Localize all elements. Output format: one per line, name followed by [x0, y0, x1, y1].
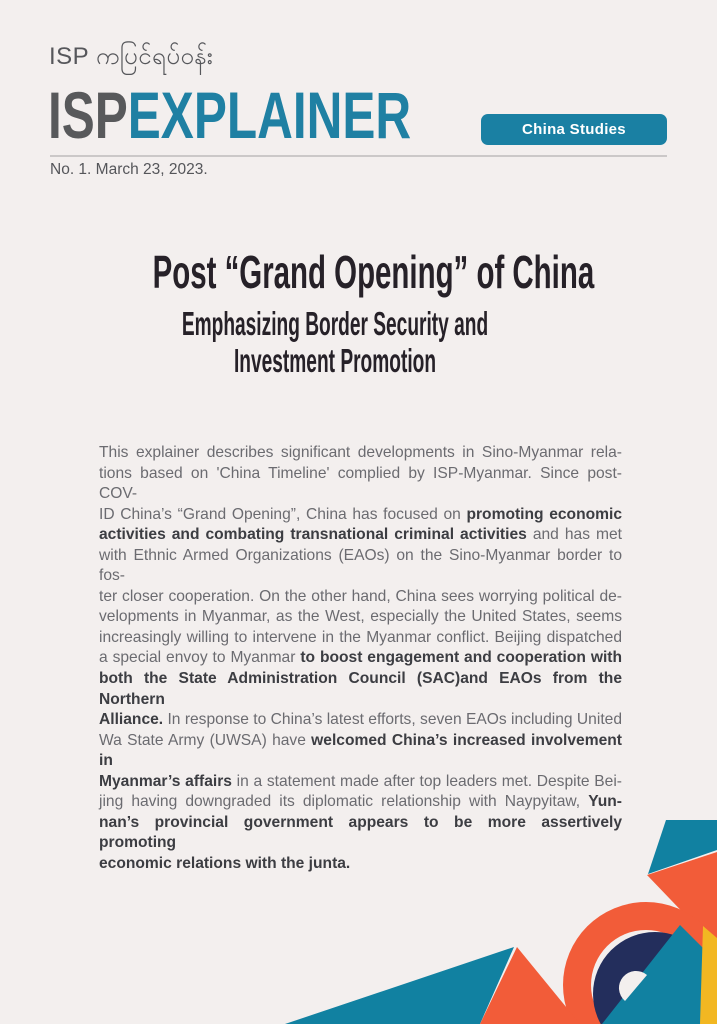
deco-white-wedge [619, 971, 647, 1001]
deco-teal-triangle-bottom-left [285, 947, 514, 1024]
body-line: ter closer cooperation. On the other hand, China sees worrying political de- [99, 587, 622, 605]
body-line: ID China’s “Grand Opening”, China has focused on promoting economic [99, 505, 622, 523]
wordmark-explainer: EXPLAINER [127, 78, 412, 152]
header-divider [50, 155, 667, 157]
body-line: increasingly willing to intervene in the Myanmar conflict. Beijing dispatched [99, 628, 622, 646]
body-line: nan’s provincial government appears to be more assertively promoting [99, 813, 622, 852]
deco-orange-ring-outer [563, 902, 717, 1024]
body-line: economic relations with the junta. [99, 854, 351, 872]
abstract-paragraph [99, 443, 622, 874]
deco-navy-circle [593, 932, 717, 1024]
deco-orange-ring-hole [591, 930, 701, 1024]
body-line: tions based on 'China Timeline' complied by ISP-Myanmar. Since post-COV- [99, 464, 622, 503]
deco-teal-triangle-right [602, 925, 717, 1024]
body-line: Myanmar’s affairs in a statement made after top leaders met. Despite Bei- [99, 772, 623, 790]
body-line: activities and combating transnational criminal activities and has met [99, 526, 622, 544]
china-studies-badge [481, 114, 667, 145]
subtitle-line-2: Investment Promotion [233, 342, 437, 379]
wordmark-isp: ISP [48, 78, 128, 152]
title-block [50, 246, 620, 379]
deco-teal-triangle-top [648, 820, 717, 874]
body-line: jing having downgraded its diplomatic relationship with Naypyitaw, Yun- [99, 793, 622, 811]
china-studies-badge-label: China Studies [522, 121, 626, 138]
isp-explainer-wordmark [48, 78, 412, 152]
body-line: Alliance. In response to China’s latest efforts, seven EAOs including United [99, 711, 622, 729]
deco-yellow-strip [700, 926, 717, 1024]
subtitle-line-1: Emphasizing Border Security and [181, 305, 489, 342]
body-line: This explainer describes significant developments in Sino-Myanmar rela- [99, 444, 622, 461]
main-title: Post “Grand Opening” of China [152, 246, 595, 298]
body-line: Wa State Army (UWSA) have welcomed China’s increased involvement in [99, 731, 622, 770]
isp-burmese-logo-text: ISP ကပြင်ရပ်ဝန်း [49, 43, 214, 70]
body-line: with Ethnic Armed Organizations (EAOs) on the Sino-Myanmar border to fos- [99, 546, 622, 585]
body-line: both the State Administration Council (SAC)and EAOs from the Northern [99, 670, 622, 708]
deco-orange-triangle-bottom [480, 947, 580, 1024]
body-line: velopments in Myanmar, as the West, especially the United States, seems [99, 608, 622, 626]
body-line: a special envoy to Myanmar to boost engagement and cooperation with [99, 649, 623, 667]
issue-date: No. 1. March 23, 2023. [50, 161, 208, 178]
deco-orange-triangle-top [647, 852, 717, 948]
